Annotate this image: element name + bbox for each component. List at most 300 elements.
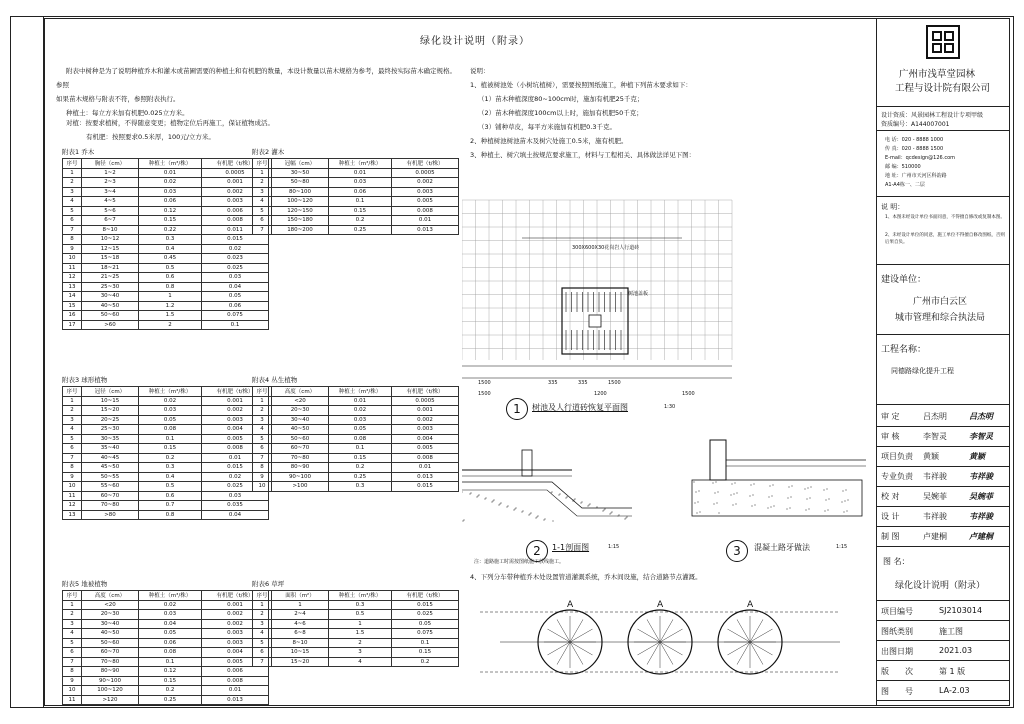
table-cell: 0.15 xyxy=(329,206,392,216)
table-header: 冠幅（cm） xyxy=(272,159,329,169)
table-header: 胸径（cm） xyxy=(82,159,139,169)
signature-name: 黄颖 xyxy=(923,452,939,461)
table-cell: 40~45 xyxy=(82,453,139,463)
table-cell: 15~20 xyxy=(82,406,139,416)
table-row xyxy=(63,619,269,629)
table-header: 序号 xyxy=(63,159,82,169)
table-header: 序号 xyxy=(63,387,82,397)
info-row xyxy=(877,682,1010,701)
table-row xyxy=(253,600,459,610)
table-row xyxy=(63,292,269,302)
table-cell: 5 xyxy=(253,638,272,648)
table-cell: 0.03 xyxy=(202,491,269,501)
table-cell: 70~80 xyxy=(272,453,329,463)
table-cell: 0.013 xyxy=(392,472,459,482)
table-row xyxy=(253,610,459,620)
table-cell: 0.002 xyxy=(392,415,459,425)
table-cell: 1 xyxy=(63,168,82,178)
table-cell: 0.011 xyxy=(202,225,269,235)
table-row xyxy=(253,197,459,207)
intro-line-5: 对植：按要求植树，不得随意变更；植物定位后再施工，保证植物成活。 xyxy=(66,119,274,127)
table-row xyxy=(253,629,459,639)
table-cell: 0.003 xyxy=(202,638,269,648)
table-row xyxy=(253,657,459,667)
signature-role: 制 图 xyxy=(881,532,900,541)
info-row xyxy=(877,662,1010,681)
table-cell: 0.4 xyxy=(139,472,202,482)
contact-2: 传 真：020 - 8888 1500 xyxy=(885,146,944,152)
table-cell: 0.8 xyxy=(139,282,202,292)
table-cell: 0.5 xyxy=(329,610,392,620)
table-cell: 0.003 xyxy=(202,629,269,639)
table-cell: 3 xyxy=(63,187,82,197)
table-header: 冠径（cm） xyxy=(82,387,139,397)
table-cell: 0.001 xyxy=(202,600,269,610)
table-cell: 8 xyxy=(63,667,82,677)
table-cell: 0.15 xyxy=(329,453,392,463)
table-cell: 80~90 xyxy=(82,667,139,677)
table-cell: 0.02 xyxy=(139,600,202,610)
info-value: LA-2.03 xyxy=(939,686,970,695)
table-row xyxy=(63,178,269,188)
table-cell: 13 xyxy=(63,510,82,520)
table-cell: 0.002 xyxy=(392,178,459,188)
table-row xyxy=(253,482,459,492)
table-cell: 50~60 xyxy=(272,434,329,444)
intro-line-3: 如果苗木规格与附表不符，参照附表执行。 xyxy=(56,95,180,103)
table-cell: 90~100 xyxy=(82,676,139,686)
table-cell: 0.003 xyxy=(202,415,269,425)
table-cell: 10~15 xyxy=(272,648,329,658)
intro-line-2: 参照 xyxy=(56,81,69,89)
table-header: 种植土（m³/株） xyxy=(139,387,202,397)
table-cell: >60 xyxy=(82,320,139,330)
project-name: 同德路绿化提升工程 xyxy=(891,367,954,375)
table-groundcover xyxy=(62,590,269,705)
table-cell: 13 xyxy=(63,282,82,292)
table-cell: 0.05 xyxy=(392,619,459,629)
table-shrubs-caption: 附表2 灌木 xyxy=(252,148,285,156)
table-cell: 9 xyxy=(63,244,82,254)
notes-heading: 说明： xyxy=(470,67,490,75)
intro-line-1: 附表中树种是为了说明种植乔木和灌木或苗圃需要的种植土和有机肥的数量，本设计数量以苗木规格为参考，最终按实际苗木确定规格。 xyxy=(66,67,456,75)
table-cell: 60~70 xyxy=(82,491,139,501)
table-cell: 1~2 xyxy=(82,168,139,178)
table-trees-caption: 附表1 乔木 xyxy=(62,148,95,156)
signature-role: 专业负责 xyxy=(881,472,913,481)
table-cell: 0.12 xyxy=(139,206,202,216)
table-cell: 0.01 xyxy=(392,463,459,473)
table-header: 序号 xyxy=(253,159,272,169)
company-logo-icon xyxy=(925,24,961,60)
table-cell: 0.2 xyxy=(329,463,392,473)
table-cell: 0.0005 xyxy=(392,396,459,406)
signature-row xyxy=(877,526,1010,547)
paving-annotation: 300X600X30花岗岩人行道砖 xyxy=(572,245,640,251)
notes-item-4b: 4、下列分车带种植乔木处设置管道灌溉系统，乔木间设施，结合道路节点灌溉。 xyxy=(470,573,702,581)
table-cell: 0.005 xyxy=(392,197,459,207)
table-cell: 16 xyxy=(63,311,82,321)
table-cell: 0.006 xyxy=(202,667,269,677)
table-cell: 0.06 xyxy=(329,187,392,197)
section-note: 注：道路施工时需按图纸施工放线施工。 xyxy=(474,559,565,565)
table-cell: 0.1 xyxy=(329,444,392,454)
table-row xyxy=(63,425,269,435)
dimension-label: 1200 xyxy=(594,391,607,397)
signature-handwritten: 吕杰明 xyxy=(969,412,993,421)
table-cell: 0.06 xyxy=(139,197,202,207)
table-cell: 80~90 xyxy=(272,463,329,473)
table-cell: 0.02 xyxy=(202,472,269,482)
table-cell: 5 xyxy=(63,638,82,648)
table-cell: 6 xyxy=(63,216,82,226)
table-cell: 0.25 xyxy=(329,472,392,482)
table-header: 有机肥（t/株） xyxy=(202,591,269,601)
contact-5: 地 址：广州市天河区科韵路 xyxy=(885,173,947,179)
signature-role: 审 定 xyxy=(881,412,900,421)
table-row xyxy=(63,263,269,273)
table-cell: 2~3 xyxy=(82,178,139,188)
table-cell: 0.002 xyxy=(202,619,269,629)
table-cell: 0.6 xyxy=(139,491,202,501)
table-cell: 0.03 xyxy=(139,610,202,620)
table-row xyxy=(63,491,269,501)
company-cert-no: 资质编号：A144007001 xyxy=(881,121,950,128)
info-label: 项目编号 xyxy=(881,607,913,616)
table-cell: 20~30 xyxy=(272,406,329,416)
notes-item-3: （2）苗木种植深度100cm以上时，施加有机肥50千克； xyxy=(478,109,643,117)
company-name-1: 广州市浅草堂园林 xyxy=(899,69,976,80)
table-cell: 0.1 xyxy=(329,197,392,207)
table-cell: 4~5 xyxy=(82,197,139,207)
table-cell: 0.075 xyxy=(392,629,459,639)
signature-role: 设 计 xyxy=(881,512,900,521)
table-header: 有机肥（t/株） xyxy=(392,159,459,169)
signature-name: 吕杰明 xyxy=(923,412,947,421)
info-label: 版 次 xyxy=(881,667,913,676)
table-cell: 70~80 xyxy=(82,501,139,511)
table-cell: 0.002 xyxy=(202,406,269,416)
title-block xyxy=(876,18,1010,706)
table-cell: 0.2 xyxy=(139,686,202,696)
table-header: 有机肥（t/株） xyxy=(202,159,269,169)
table-row xyxy=(63,244,269,254)
table-row xyxy=(63,225,269,235)
table-cell: 4 xyxy=(253,197,272,207)
table-cell: 0.05 xyxy=(329,425,392,435)
document-title: 绿化设计说明（附录） xyxy=(420,36,530,47)
table-row xyxy=(63,301,269,311)
info-label: 图纸类别 xyxy=(881,627,913,636)
table-lawn-caption: 附表6 草坪 xyxy=(252,580,285,588)
table-cell: 0.013 xyxy=(392,225,459,235)
drawing-3-scale: 1:15 xyxy=(836,544,848,550)
table-cell: 10 xyxy=(63,482,82,492)
tree-label: A xyxy=(567,600,574,610)
table-cell: 3 xyxy=(253,619,272,629)
table-cell: 45~50 xyxy=(82,463,139,473)
table-cell: 0.05 xyxy=(139,629,202,639)
table-cell: 2 xyxy=(329,638,392,648)
table-header: 种植土（m³/株） xyxy=(139,591,202,601)
table-cell: 0.001 xyxy=(202,178,269,188)
table-cell: 0.12 xyxy=(139,667,202,677)
table-cell: 0.25 xyxy=(139,695,202,705)
table-cell: 0.01 xyxy=(329,168,392,178)
table-row xyxy=(63,600,269,610)
table-cell: 4 xyxy=(63,425,82,435)
intro-line-4: 种植土：每立方米加有机肥0.025立方米。 xyxy=(66,109,189,117)
table-cell: 4 xyxy=(63,629,82,639)
info-row xyxy=(877,622,1010,641)
table-cell: 1.5 xyxy=(329,629,392,639)
tree-label: A xyxy=(747,600,754,610)
table-cell: 17 xyxy=(63,320,82,330)
table-row xyxy=(63,629,269,639)
signature-row xyxy=(877,406,1010,427)
table-cell: 0.1 xyxy=(202,320,269,330)
table-cell: 0.006 xyxy=(202,206,269,216)
table-cell: 50~60 xyxy=(82,311,139,321)
table-header: 序号 xyxy=(253,387,272,397)
table-cell: 0.5 xyxy=(139,263,202,273)
table-cell: 2 xyxy=(253,178,272,188)
table-cell: 0.0005 xyxy=(202,168,269,178)
notes-item-6: 3、种植土、树穴填土按规范要求施工，材料与工程相关、具体做法详见下图： xyxy=(470,151,696,159)
table-cell: 8~10 xyxy=(272,638,329,648)
table-row xyxy=(253,225,459,235)
table-cell: 2 xyxy=(63,178,82,188)
notes-item-4: （3）铺种草皮，每平方米施加有机肥0.3千克。 xyxy=(478,123,616,131)
table-row xyxy=(253,415,459,425)
table-cell: 1 xyxy=(329,619,392,629)
table-cell: 25~30 xyxy=(82,282,139,292)
table-cell: 5 xyxy=(253,206,272,216)
table-cell: 30~40 xyxy=(272,415,329,425)
table-cell: 18~21 xyxy=(82,263,139,273)
notes-item-5: 2、种植树池树池苗木及树穴处施工0.5米，施有机肥。 xyxy=(470,137,628,145)
table-cell: 7 xyxy=(253,453,272,463)
table-cell: 0.01 xyxy=(329,396,392,406)
table-cell: 0.01 xyxy=(202,686,269,696)
table-cell: 0.2 xyxy=(329,216,392,226)
table-shrubs xyxy=(252,158,459,235)
table-row xyxy=(63,667,269,677)
table-cell: 0.02 xyxy=(329,406,392,416)
info-value: 施工图 xyxy=(939,627,963,636)
table-row xyxy=(253,187,459,197)
drawing-1-title: 树池及人行道砖恢复平面图 xyxy=(532,403,628,412)
table-cell: 0.004 xyxy=(202,648,269,658)
table-row xyxy=(253,638,459,648)
table-row xyxy=(63,254,269,264)
table-cell: 7 xyxy=(63,453,82,463)
table-cell: 60~70 xyxy=(272,444,329,454)
table-cell: 0.04 xyxy=(202,282,269,292)
table-cell: 5~6 xyxy=(82,206,139,216)
table-cell: 0.008 xyxy=(202,444,269,454)
table-cell: 11 xyxy=(63,263,82,273)
binding-strip xyxy=(10,16,44,708)
table-cell: 0.03 xyxy=(202,273,269,283)
table-cell: 7 xyxy=(253,657,272,667)
table-cell: 1 xyxy=(272,600,329,610)
table-cell: 0.008 xyxy=(392,206,459,216)
signature-row xyxy=(877,426,1010,447)
signature-handwritten: 李智灵 xyxy=(969,432,993,441)
table-cell: <20 xyxy=(272,396,329,406)
table-cell: 9 xyxy=(63,472,82,482)
table-cell: 70~80 xyxy=(82,657,139,667)
table-cell: 15 xyxy=(63,301,82,311)
table-cell: 0.013 xyxy=(202,695,269,705)
table-lawn xyxy=(252,590,459,667)
table-cell: 0.01 xyxy=(139,168,202,178)
table-cell: 3 xyxy=(253,415,272,425)
table-cell: 0.3 xyxy=(329,482,392,492)
table-cell: 0.008 xyxy=(202,676,269,686)
table-row xyxy=(63,453,269,463)
table-header: 有机肥（t/株） xyxy=(202,387,269,397)
table-cell: 2 xyxy=(253,610,272,620)
project-label: 工程名称： xyxy=(881,345,927,355)
table-cell: 6 xyxy=(63,444,82,454)
table-cell: 3 xyxy=(253,187,272,197)
info-label: 图 号 xyxy=(881,687,913,696)
table-header: 种植土（m³/株） xyxy=(329,159,392,169)
signature-row xyxy=(877,466,1010,487)
table-row xyxy=(253,463,459,473)
table-cell: 40~50 xyxy=(82,301,139,311)
info-value: SJ2103014 xyxy=(939,606,983,615)
table-cell: 0.45 xyxy=(139,254,202,264)
table-cell: 11 xyxy=(63,491,82,501)
table-row xyxy=(63,197,269,207)
table-cell: 50~55 xyxy=(82,472,139,482)
table-cell: 30~35 xyxy=(82,434,139,444)
table-cell: 0.004 xyxy=(392,434,459,444)
table-header: 高度（cm） xyxy=(82,591,139,601)
table-cell: >100 xyxy=(272,482,329,492)
table-row xyxy=(253,453,459,463)
company-header xyxy=(877,18,1010,107)
table-cell: 0.15 xyxy=(392,648,459,658)
table-cell: 0.01 xyxy=(202,453,269,463)
table-cell: 11 xyxy=(63,695,82,705)
company-cert: 设计资质：风景园林工程设计专项甲级 xyxy=(881,112,984,119)
table-cell: 90~100 xyxy=(272,472,329,482)
table-cell: 10 xyxy=(63,686,82,696)
table-cell: 100~120 xyxy=(82,686,139,696)
table-cell: 6~8 xyxy=(272,629,329,639)
table-cell: 7 xyxy=(63,225,82,235)
table-cell: 5 xyxy=(63,206,82,216)
table-cell: 5 xyxy=(253,434,272,444)
table-cell: 1.5 xyxy=(139,311,202,321)
drawing-2-scale: 1:15 xyxy=(608,544,620,550)
table-header: 序号 xyxy=(63,591,82,601)
table-cell: 9 xyxy=(63,676,82,686)
table-cell: 7 xyxy=(253,225,272,235)
table-row xyxy=(63,510,269,520)
signature-handwritten: 卢建桐 xyxy=(969,532,993,541)
table-cell: 0.002 xyxy=(202,187,269,197)
table-cell: 0.08 xyxy=(329,434,392,444)
signature-name: 吴婉菲 xyxy=(923,492,947,501)
description-2: 2、未经设计单位的同意，施工单位不得擅自修改图纸，否则后果自负。 xyxy=(885,233,1005,245)
drawing-1-scale: 1:30 xyxy=(664,404,676,410)
table-row xyxy=(63,501,269,511)
table-cell: 6 xyxy=(63,648,82,658)
tree-pit-plan-drawing xyxy=(462,170,762,390)
table-row xyxy=(253,168,459,178)
table-cell: 10~15 xyxy=(82,396,139,406)
table-row xyxy=(253,619,459,629)
client-name-1: 广州市白云区 xyxy=(913,297,968,307)
table-row xyxy=(253,472,459,482)
table-cell: 0.1 xyxy=(139,657,202,667)
table-cell: 4 xyxy=(253,425,272,435)
table-cell: 0.035 xyxy=(202,501,269,511)
signature-handwritten: 韦祥骏 xyxy=(969,512,993,521)
table-cell: 0.03 xyxy=(139,187,202,197)
table-cell: 3~4 xyxy=(82,187,139,197)
table-row xyxy=(253,216,459,226)
table-row xyxy=(253,434,459,444)
description-1: 1、本图未经设计单位书面同意，不得擅自修改或复制本图。 xyxy=(885,215,1005,220)
table-ball-plants-caption: 附表3 球形植物 xyxy=(62,376,108,384)
table-cell: 1 xyxy=(253,600,272,610)
table-cell: 20~30 xyxy=(82,610,139,620)
table-row xyxy=(253,206,459,216)
table-cell: 3 xyxy=(329,648,392,658)
table-cell: 0.015 xyxy=(202,463,269,473)
table-cell: 8 xyxy=(63,463,82,473)
table-cell: 8 xyxy=(253,463,272,473)
table-header: 高度（cm） xyxy=(272,387,329,397)
table-cell: 0.3 xyxy=(139,235,202,245)
table-row xyxy=(253,444,459,454)
table-cell: 4~6 xyxy=(272,619,329,629)
drawing-3-number: 3 xyxy=(726,540,748,562)
table-cell: 0.3 xyxy=(329,600,392,610)
table-cell: 20~25 xyxy=(82,415,139,425)
table-cell: 0.2 xyxy=(139,453,202,463)
table-cell: 0.004 xyxy=(202,425,269,435)
table-row xyxy=(63,406,269,416)
dimension-label: 335 xyxy=(578,380,588,386)
table-cell: 15~20 xyxy=(272,657,329,667)
curb-detail-drawing xyxy=(680,430,866,530)
table-cell: 30~50 xyxy=(272,168,329,178)
drawing-2-number: 2 xyxy=(526,540,548,562)
table-cell: 12~15 xyxy=(82,244,139,254)
table-cell: 0.04 xyxy=(139,619,202,629)
table-row xyxy=(63,206,269,216)
notes-item-2: （1）苗木种植深度80~100cm时，施加有机肥25千克； xyxy=(478,95,644,103)
table-cell: 1 xyxy=(253,168,272,178)
table-cell: 0.1 xyxy=(139,434,202,444)
table-cell: 120~150 xyxy=(272,206,329,216)
info-value: 第 1 版 xyxy=(939,667,966,676)
table-cell: >80 xyxy=(82,510,139,520)
table-row xyxy=(63,273,269,283)
table-cell: 5 xyxy=(63,434,82,444)
signature-row xyxy=(877,506,1010,527)
table-row xyxy=(63,216,269,226)
table-cell: 0.015 xyxy=(392,482,459,492)
table-cell: 0.03 xyxy=(139,406,202,416)
